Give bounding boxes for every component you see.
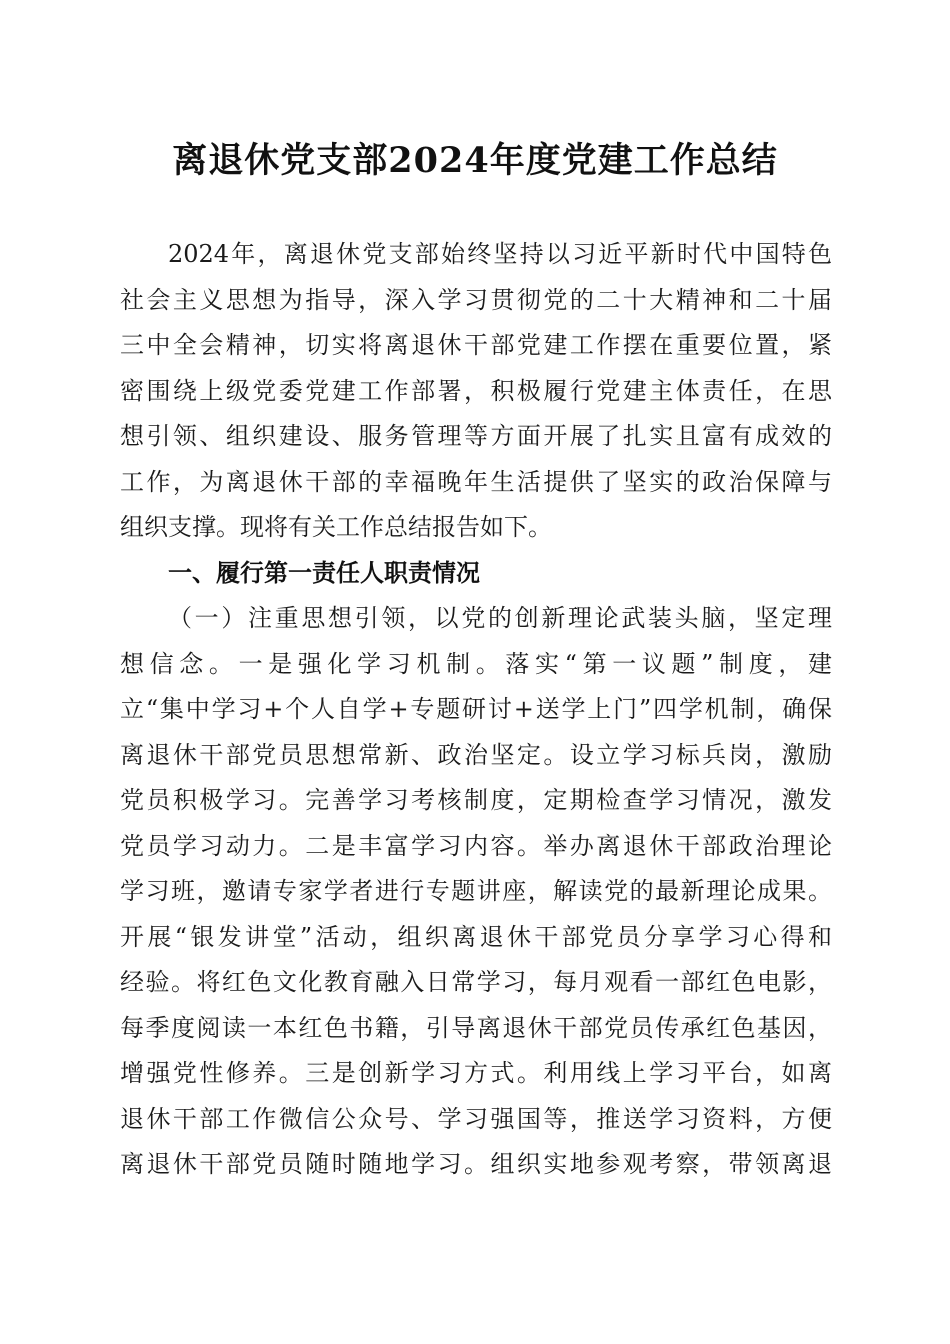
section-heading: 一、履行第一责任人职责情况 [168,558,480,587]
paragraph-line: 工作，为离退休干部的幸福晚年生活提供了坚实的政治保障与 [120,467,832,496]
paragraph-line: 党员学习动力。二是丰富学习内容。举办离退休干部政治理论 [120,831,832,860]
paragraph-line: 组织支撑。现将有关工作总结报告如下。 [120,513,552,541]
paragraph-line: 退休干部工作微信公众号、学习强国等，推送学习资料，方便 [120,1104,832,1133]
paragraph-line: 开展“银发讲堂”活动，组织离退休干部党员分享学习心得和 [120,922,832,951]
paragraph-line: 三中全会精神，切实将离退休干部党建工作摆在重要位置，紧 [120,331,832,359]
paragraph-line: 社会主义思想为指导，深入学习贯彻党的二十大精神和二十届 [120,285,832,314]
paragraph-line: （一）注重思想引领，以党的创新理论武装头脑，坚定理 [168,604,832,632]
paragraph-line: 想信念。一是强化学习机制。落实“第一议题”制度，建 [120,649,832,678]
paragraph-line: 党员积极学习。完善学习考核制度，定期检查学习情况，激发 [120,786,832,814]
paragraph-line: 立“集中学习+个人自学+专题研讨+送学上门”四学机制，确保 [120,695,832,723]
paragraph-line: 离退休干部党员随时随地学习。组织实地参观考察，带领离退 [120,1150,832,1178]
document-body [120,232,832,1188]
document-title: 离退休党支部2024年度党建工作总结 [172,140,778,181]
paragraph-line: 离退休干部党员思想常新、政治坚定。设立学习标兵岗，激励 [120,740,832,769]
paragraph-line: 2024年，离退休党支部始终坚持以习近平新时代中国特色 [168,240,832,268]
paragraph-line: 增强党性修养。三是创新学习方式。利用线上学习平台，如离 [120,1059,832,1087]
paragraph-line: 想引领、组织建设、服务管理等方面开展了扎实且富有成效的 [120,422,832,450]
paragraph-line: 学习班，邀请专家学者进行专题讲座，解读党的最新理论成果。 [120,877,832,905]
paragraph-line: 每季度阅读一本红色书籍，引导离退休干部党员传承红色基因， [120,1013,832,1042]
paragraph-line: 密围绕上级党委党建工作部署，积极履行党建主体责任，在思 [120,376,832,405]
paragraph-line: 经验。将红色文化教育融入日常学习，每月观看一部红色电影， [120,968,832,996]
